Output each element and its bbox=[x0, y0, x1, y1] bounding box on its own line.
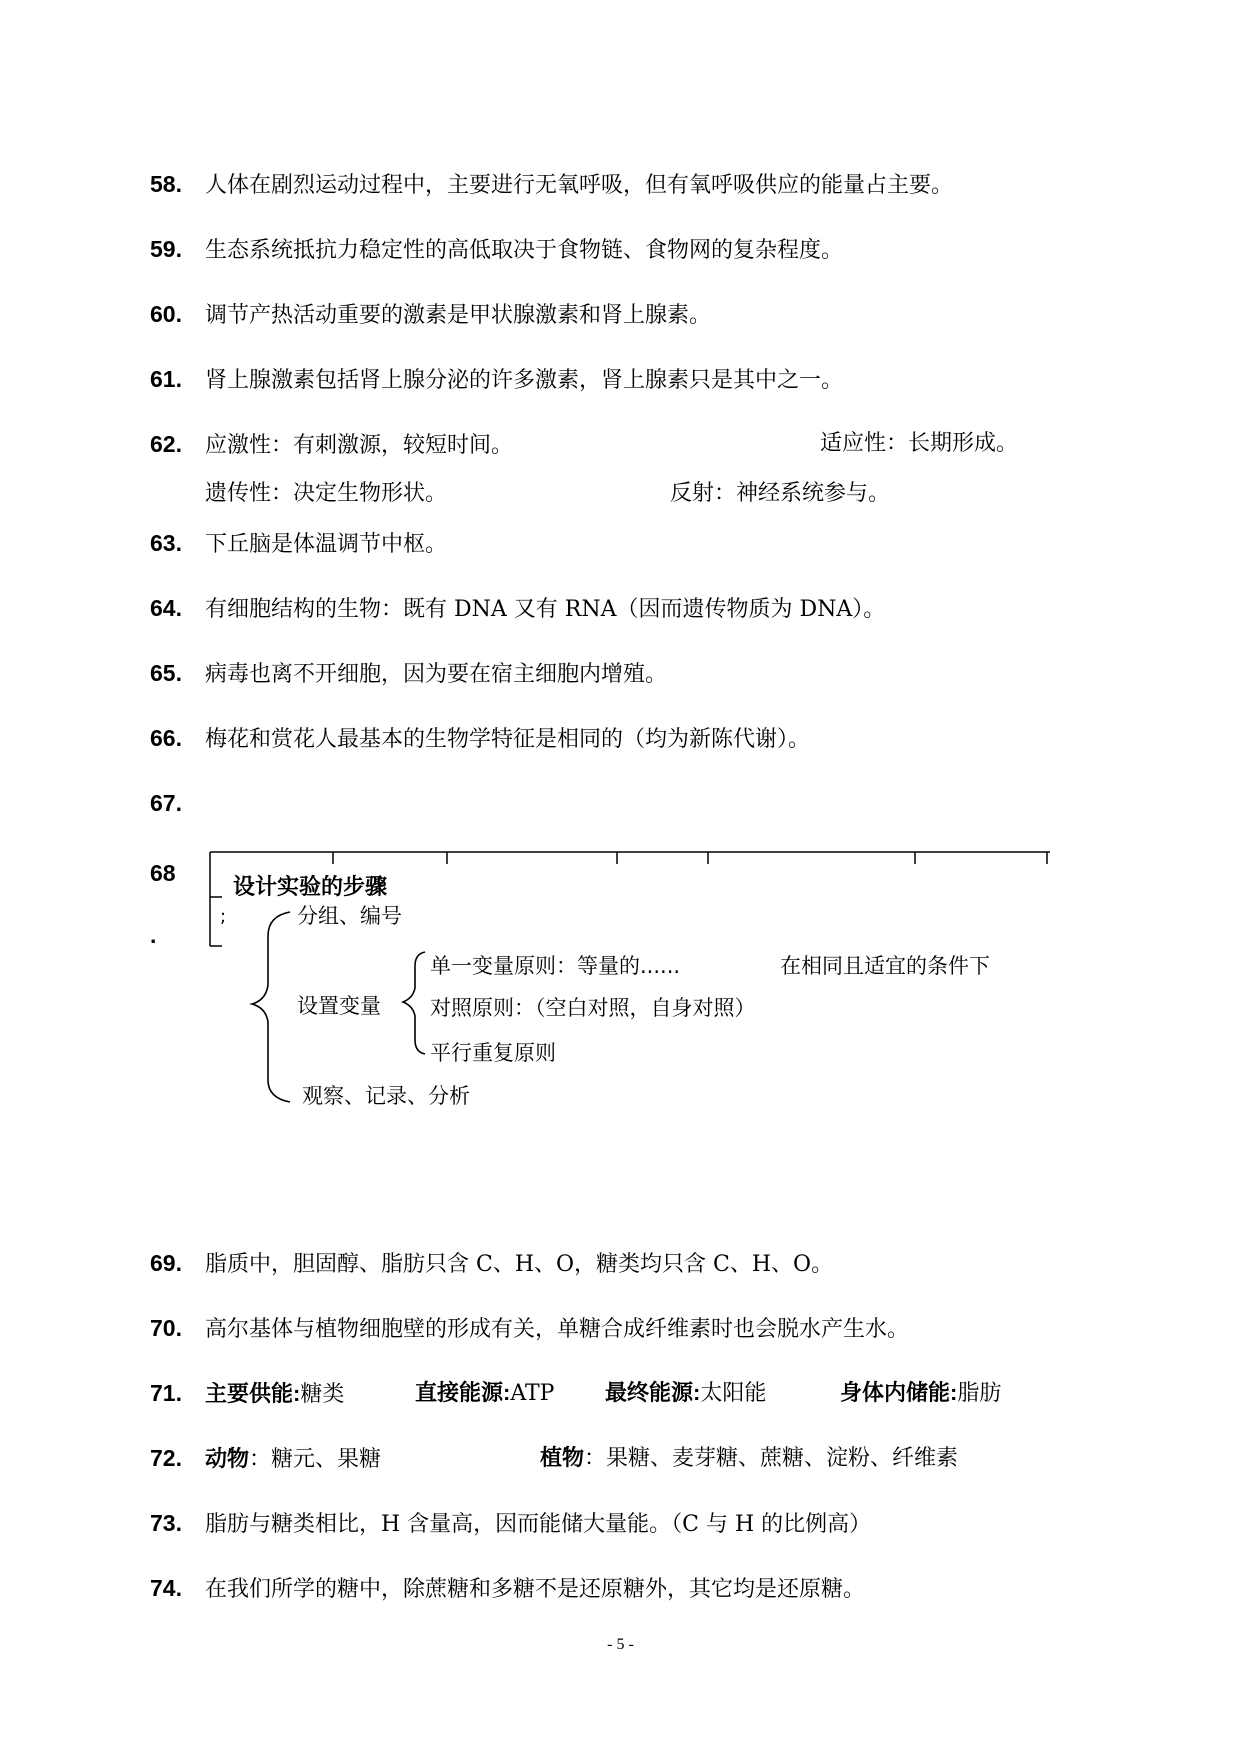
label-storage-energy: 身体内储能: bbox=[840, 1380, 958, 1405]
item-number: 64. bbox=[150, 595, 182, 621]
item-text: 梅花和赏花人最基本的生物学特征是相同的（均为新陈代谢）。 bbox=[205, 727, 811, 752]
item-text-b: 适应性：长期形成。 bbox=[820, 431, 1019, 456]
item-number: 61. bbox=[150, 366, 182, 392]
item-number: 74. bbox=[150, 1575, 182, 1601]
item-text: 人体在剧烈运动过程中，主要进行无氧呼吸，但有氧呼吸供应的能量占主要。 bbox=[205, 173, 954, 198]
item-69 bbox=[150, 1248, 833, 1280]
diagram-rule-replicate: 平行重复原则 bbox=[430, 1041, 556, 1065]
diagram-step-variables: 设置变量 bbox=[297, 994, 381, 1018]
value-direct-energy: ATP bbox=[510, 1381, 555, 1406]
diagram-rule-control: 对照原则：（空白对照，自身对照） bbox=[430, 996, 756, 1020]
diagram-step-group: 分组、编号 bbox=[297, 904, 402, 928]
diagram-step-observe: 观察、记录、分析 bbox=[302, 1084, 470, 1108]
value-storage-energy: 脂肪 bbox=[957, 1381, 1002, 1406]
item-number: 60. bbox=[150, 301, 182, 327]
item-73 bbox=[150, 1508, 871, 1540]
label-final-energy: 最终能源: bbox=[605, 1380, 701, 1405]
diagram-rule-conditions: 在相同且适宜的条件下 bbox=[780, 954, 990, 978]
value-plant: ：果糖、麦芽糖、蔗糖、淀粉、纤维素 bbox=[584, 1446, 959, 1471]
diagram-title: 设计实验的步骤 bbox=[233, 875, 388, 900]
item-number: 73. bbox=[150, 1510, 182, 1536]
diagram-rule-single-variable: 单一变量原则：等量的...... bbox=[430, 954, 681, 978]
item-number: 72. bbox=[150, 1445, 182, 1471]
item-number: 62. bbox=[150, 431, 182, 457]
item-number: 71. bbox=[150, 1380, 182, 1406]
page-number: - 5 - bbox=[607, 1636, 634, 1653]
diagram-stray-mark: ; bbox=[220, 906, 227, 927]
item-number: 69. bbox=[150, 1250, 182, 1276]
item-number: 65. bbox=[150, 660, 182, 686]
item-number: 70. bbox=[150, 1315, 182, 1341]
item-74 bbox=[150, 1573, 865, 1605]
item-number: 58. bbox=[150, 171, 182, 197]
value-main-energy: 糖类 bbox=[300, 1382, 345, 1407]
label-plant: 植物 bbox=[540, 1445, 585, 1470]
item-text: 调节产热活动重要的激素是甲状腺激素和肾上腺素。 bbox=[205, 303, 712, 328]
value-animal: ：糖元、果糖 bbox=[249, 1447, 382, 1472]
item-text: 脂质中，胆固醇、脂肪只含 C、H、O，糖类均只含 C、H、O。 bbox=[205, 1252, 834, 1277]
item-number: 67. bbox=[150, 790, 182, 816]
item-text: 肾上腺激素包括肾上腺分泌的许多激素，肾上腺素只是其中之一。 bbox=[205, 368, 844, 393]
item-number: 59. bbox=[150, 236, 182, 262]
item-71 bbox=[150, 1378, 1002, 1410]
item-text: 高尔基体与植物细胞壁的形成有关，单糖合成纤维素时也会脱水产生水。 bbox=[205, 1317, 910, 1342]
item-number: 66. bbox=[150, 725, 182, 751]
item-text: 下丘脑是体温调节中枢。 bbox=[205, 532, 448, 557]
item-text-c: 遗传性：决定生物形状。 bbox=[205, 481, 448, 506]
item-text: 脂肪与糖类相比，H 含量高，因而能储大量能。（C 与 H 的比例高） bbox=[205, 1512, 872, 1537]
item-text: 有细胞结构的生物：既有 DNA 又有 RNA（因而遗传物质为 DNA）。 bbox=[205, 597, 886, 622]
item-70 bbox=[150, 1313, 909, 1345]
item-text-a: 应激性：有刺激源，较短时间。 bbox=[205, 433, 514, 458]
item-text: 在我们所学的糖中，除蔗糖和多糖不是还原糖外，其它均是还原糖。 bbox=[205, 1577, 866, 1602]
label-direct-energy: 直接能源: bbox=[415, 1380, 511, 1405]
value-final-energy: 太阳能 bbox=[700, 1381, 767, 1406]
label-main-energy: 主要供能: bbox=[205, 1381, 301, 1406]
item-number: 68 bbox=[150, 860, 176, 886]
item-text: 生态系统抵抗力稳定性的高低取决于食物链、食物网的复杂程度。 bbox=[205, 238, 844, 263]
label-animal: 动物 bbox=[205, 1446, 250, 1471]
item-number: 63. bbox=[150, 530, 182, 556]
item-72 bbox=[150, 1443, 959, 1475]
item-number-dot: . bbox=[150, 922, 157, 948]
item-text-d: 反射：神经系统参与。 bbox=[670, 481, 891, 506]
item-text: 病毒也离不开细胞，因为要在宿主细胞内增殖。 bbox=[205, 662, 668, 687]
